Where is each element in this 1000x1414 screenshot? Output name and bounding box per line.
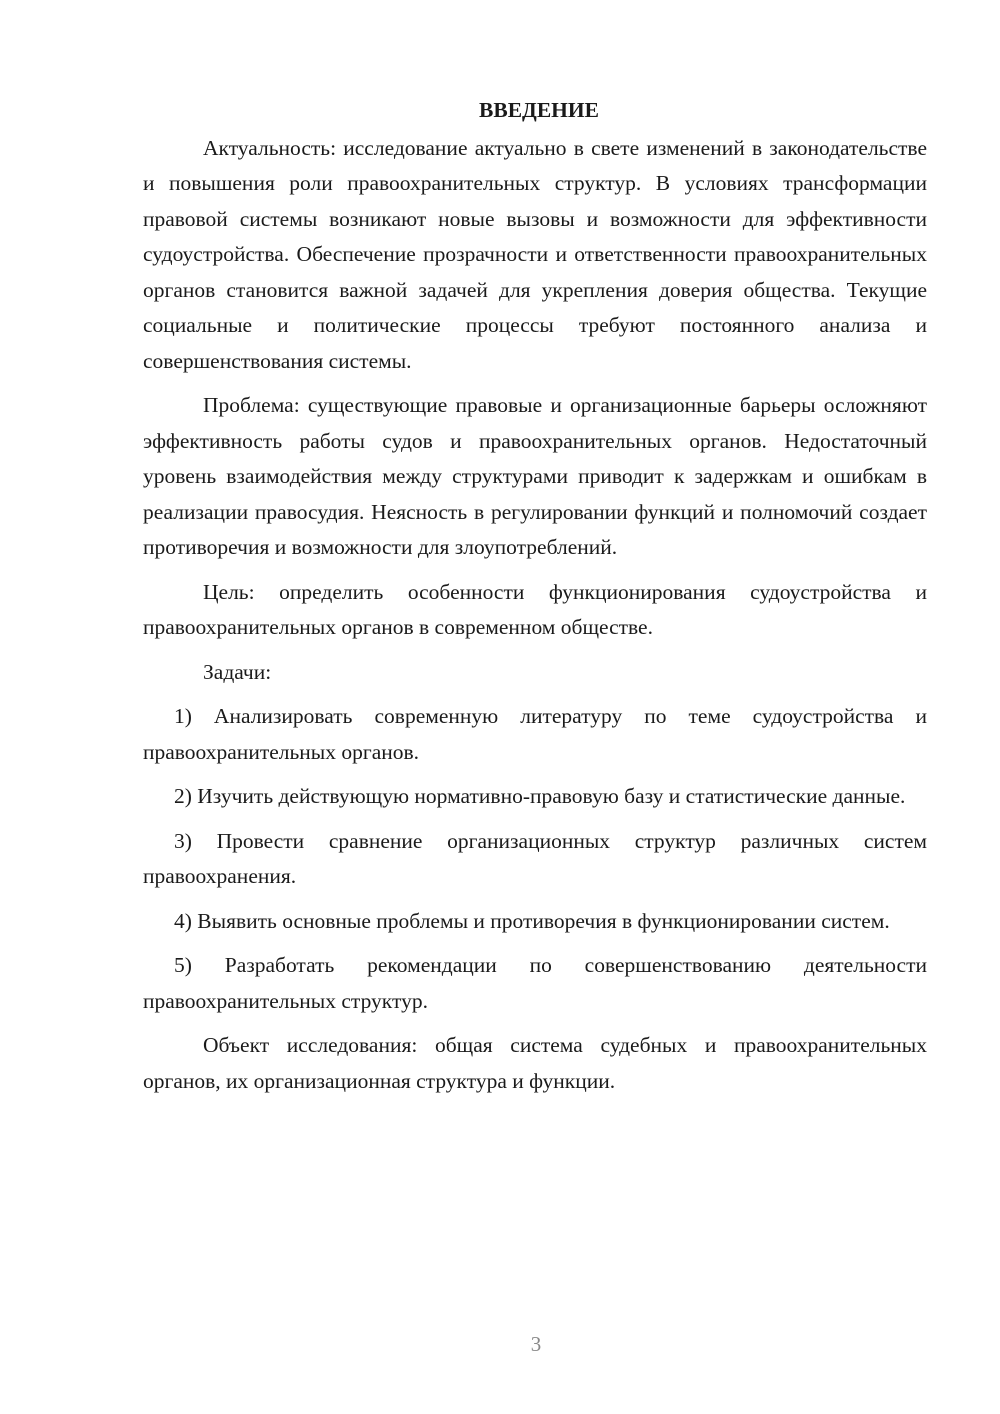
relevance-paragraph: Актуальность: исследование актуально в свете изменений в законодательстве и повышения роли правоохранительных структур. В условиях трансформации правовой системы возникают новые вызовы и возможности для эффективности судоустройства. Обеспечение прозрачности и ответственности правоохранительных органов становится важной задачей для укрепления доверия общества. Текущие социальные и политические процессы требуют постоянного анализа и совершенствования системы. [143, 135, 927, 373]
problem-paragraph: Проблема: существующие правовые и организационные барьеры осложняют эффективность работы судов и правоохранительных органов. Недостаточный уровень взаимодействия между структурами приводит к задержкам и ошибкам в реализации правосудия. Неясность в регулировании функций и полномочий создает противоречия и возможности для злоупотреблений. [143, 393, 927, 559]
goal-paragraph: Цель: определить особенности функционирования судоустройства и правоохранительных органов в современном обществе. [143, 579, 927, 639]
task-item-4: 4) Выявить основные проблемы и противоречия в функционировании систем. [174, 908, 890, 933]
task-item-5: 5) Разработать рекомендации по совершенствованию деятельности правоохранительных структур. [143, 953, 927, 1013]
object-paragraph: Объект исследования: общая система судебных и правоохранительных органов, их организационная структура и функции. [143, 1033, 927, 1093]
page-content [143, 93, 927, 1108]
tasks-heading: Задачи: [203, 659, 272, 684]
page-title: ВВЕДЕНИЕ [479, 98, 599, 122]
task-item-2: 2) Изучить действующую нормативно-правовую базу и статистические данные. [174, 784, 906, 808]
task-item-3: 3) Провести сравнение организационных структур различных систем правоохранения. [143, 828, 927, 888]
page-number: 3 [530, 1332, 542, 1356]
task-item-1: 1) Анализировать современную литературу по теме судоустройства и правоохранительных органов. [143, 704, 927, 764]
